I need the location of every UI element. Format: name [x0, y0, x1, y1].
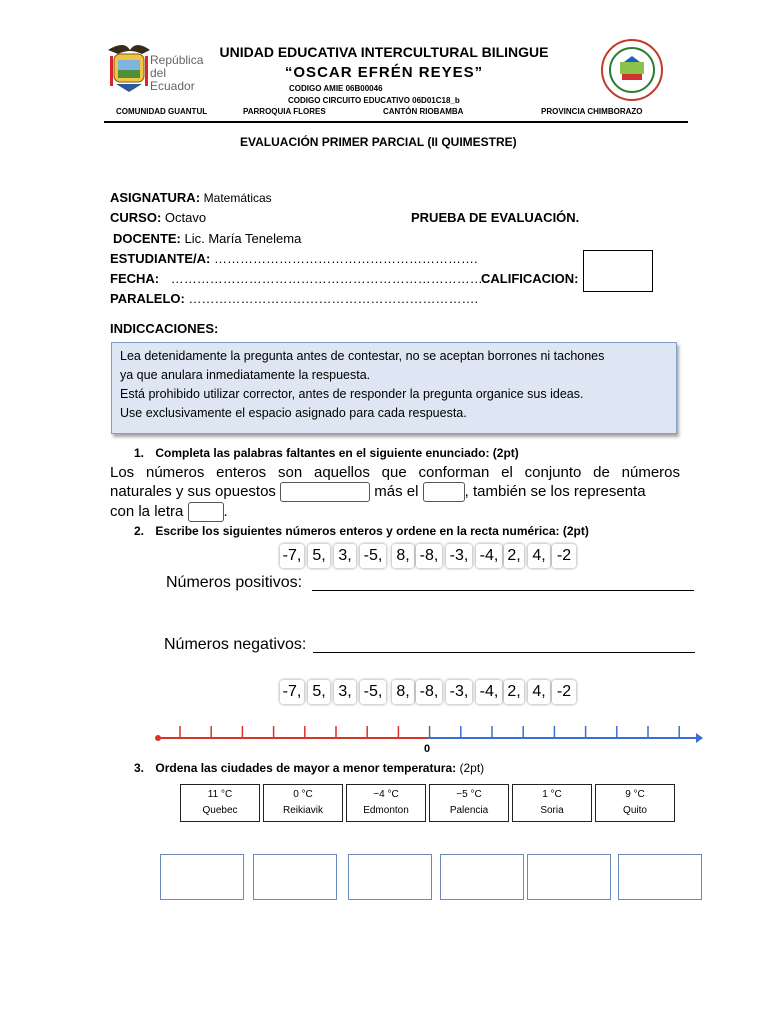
number-chip: 2,: [504, 680, 524, 704]
q1-line-1: Los números enteros son aquellos que conforman el conjunto de números: [110, 464, 680, 481]
positives-answer-line[interactable]: [312, 590, 694, 591]
arrow-right-icon: [696, 733, 703, 743]
positives-label: Números positivos:: [166, 574, 303, 591]
number-chip: -8,: [416, 544, 442, 568]
city-name: Edmonton: [363, 805, 409, 816]
city-card-quebec: [180, 784, 260, 822]
instruction-line-1: Lea detenidamente la pregunta antes de contestar, no se aceptan borrones ni tachones: [120, 349, 605, 363]
province: PROVINCIA CHIMBORAZO: [541, 107, 643, 116]
header-rule: [104, 121, 688, 123]
city-temp: 9 °C: [625, 789, 645, 800]
number-line-ticks: [180, 726, 679, 738]
q1-blank-letter[interactable]: [188, 502, 224, 522]
number-chip: 2,: [504, 544, 524, 568]
left-end-dot: [155, 735, 161, 741]
answer-box-1[interactable]: [160, 854, 244, 900]
number-chip: -8,: [416, 680, 442, 704]
answer-box-6[interactable]: [618, 854, 702, 900]
q1-title-row: [134, 446, 519, 460]
q1-line-2-b: más el: [374, 483, 419, 500]
city-name: Soria: [540, 805, 564, 816]
city-card-palencia: [429, 784, 509, 822]
city-card-reikiavik: [263, 784, 343, 822]
q3-title: Ordena las ciudades de mayor a menor temperatura:: [155, 761, 457, 775]
city-temp: 1 °C: [542, 789, 562, 800]
parish: PARROQUIA FLORES: [243, 107, 326, 116]
school-seal-icon: [600, 38, 664, 102]
instruction-line-3: Está prohibido utilizar corrector, antes de responder la pregunta organice sus ideas.: [120, 387, 584, 401]
course-row: [110, 210, 206, 225]
city-cards: [180, 784, 680, 824]
school-subname: “OSCAR EFRÉN REYES”: [284, 64, 484, 81]
teacher-value: Lic. María Tenelema: [184, 231, 302, 246]
instructions-box: [111, 342, 677, 434]
number-chip: -2: [552, 544, 576, 568]
answer-boxes: [160, 854, 710, 902]
city-temp: −4 °C: [373, 789, 399, 800]
city-card-quito: [595, 784, 675, 822]
city-temp: −5 °C: [456, 789, 482, 800]
grade-box[interactable]: [583, 250, 653, 292]
q2-title-row: [134, 524, 589, 538]
q1-line-3-b: .: [223, 503, 228, 521]
number-chip: -4,: [476, 680, 502, 704]
city-card-edmonton: [346, 784, 426, 822]
subject-label: ASIGNATURA:: [110, 190, 201, 205]
q1-line-2-a: naturales y sus opuestos: [110, 483, 276, 500]
q1-blank-zero[interactable]: [423, 482, 465, 502]
q2-number: 2.: [134, 524, 145, 538]
student-label: ESTUDIANTE/A:: [110, 251, 211, 266]
number-chip: -4,: [476, 544, 502, 568]
q1-blank-opposites[interactable]: [280, 482, 370, 502]
community: COMUNIDAD GUANTUL: [116, 107, 208, 116]
course-label: CURSO:: [110, 210, 162, 225]
subject-value: Matemáticas: [203, 191, 272, 205]
answer-box-5[interactable]: [527, 854, 611, 900]
number-chip: -5,: [360, 680, 386, 704]
city-card-soria: [512, 784, 592, 822]
circuit-code: CODIGO CIRCUITO EDUCATIVO 06D01C18_b: [288, 96, 460, 105]
city-name: Reikiavik: [282, 805, 323, 816]
number-chip: 4,: [528, 544, 550, 568]
student-row: [110, 251, 478, 266]
instruction-line-2: ya que anulara inmediatamente la respuesta.: [120, 368, 371, 382]
teacher-label: DOCENTE:: [113, 231, 181, 246]
city-name: Palencia: [449, 805, 489, 816]
number-chip: -7,: [280, 544, 304, 568]
answer-box-2[interactable]: [253, 854, 337, 900]
city-name: Quebec: [202, 805, 238, 816]
date-row: [110, 271, 486, 286]
parallel-field[interactable]: ………………………………………………………….: [188, 291, 479, 306]
q1-line-3-a: con la letra: [110, 503, 184, 521]
q3-points: (2pt): [459, 761, 485, 775]
test-label: PRUEBA DE EVALUACIÓN.: [411, 210, 580, 225]
instruction-line-4: Use exclusivamente el espacio asignado para cada respuesta.: [120, 406, 467, 420]
q1-line-2: [110, 482, 680, 502]
number-chip: 4,: [528, 680, 550, 704]
amie-code: CODIGO AMIE 06B00046: [289, 84, 383, 93]
number-chip: -5,: [360, 544, 386, 568]
school-seal: [600, 38, 664, 102]
parallel-row: [110, 291, 478, 306]
school-name: UNIDAD EDUCATIVA INTERCULTURAL BILINGUE: [219, 44, 549, 60]
number-chip: 5,: [308, 680, 330, 704]
logo-text-republica: República: [150, 53, 204, 67]
negatives-label: Números negativos:: [164, 636, 307, 653]
q3-number: 3.: [134, 761, 145, 775]
date-label: FECHA:: [110, 271, 160, 286]
zero-label: 0: [424, 743, 431, 755]
number-chip: 3,: [334, 680, 356, 704]
answer-box-3[interactable]: [348, 854, 432, 900]
city-temp: 11 °C: [207, 789, 233, 800]
instructions-heading: INDICCACIONES:: [110, 321, 219, 336]
number-chip: -7,: [280, 680, 304, 704]
number-chip: -3,: [446, 680, 472, 704]
q2-number-row-1: [280, 544, 580, 570]
q2-number-row-2: [280, 680, 580, 706]
parallel-label: PARALELO:: [110, 291, 185, 306]
answer-box-4[interactable]: [440, 854, 524, 900]
date-field[interactable]: ……………………………………………………………….: [170, 271, 487, 286]
number-chip: -3,: [446, 544, 472, 568]
q2-title: Escribe los siguientes números enteros y ordene en la recta numérica: (2pt): [155, 524, 589, 538]
teacher-row: [113, 231, 301, 246]
q1-title: Completa las palabras faltantes en el siguiente enunciado: (2pt): [155, 446, 519, 460]
q1-line-2-c: , también se los representa: [464, 483, 646, 500]
exam-title: EVALUACIÓN PRIMER PARCIAL (II QUIMESTRE): [240, 135, 517, 149]
number-chip: 3,: [334, 544, 356, 568]
grade-label: CALIFICACION:: [481, 271, 579, 286]
number-chip: 5,: [308, 544, 330, 568]
city-name: Quito: [623, 805, 647, 816]
number-chip: 8,: [392, 544, 414, 568]
negatives-answer-line[interactable]: [313, 652, 695, 653]
q1-statement: [110, 463, 680, 522]
q3-title-row: [134, 761, 484, 775]
logo-text-ecuador: del Ecuador: [150, 66, 195, 93]
city-temp: 0 °C: [293, 789, 313, 800]
subject-row: [110, 190, 272, 205]
number-chip: -2: [552, 680, 576, 704]
number-chip: 8,: [392, 680, 414, 704]
student-field[interactable]: …………………………………………………….: [214, 251, 478, 266]
canton: CANTÓN RIOBAMBA: [383, 107, 464, 116]
q1-number: 1.: [134, 446, 145, 460]
q1-line-3: [110, 502, 680, 522]
course-value: Octavo: [164, 210, 207, 225]
